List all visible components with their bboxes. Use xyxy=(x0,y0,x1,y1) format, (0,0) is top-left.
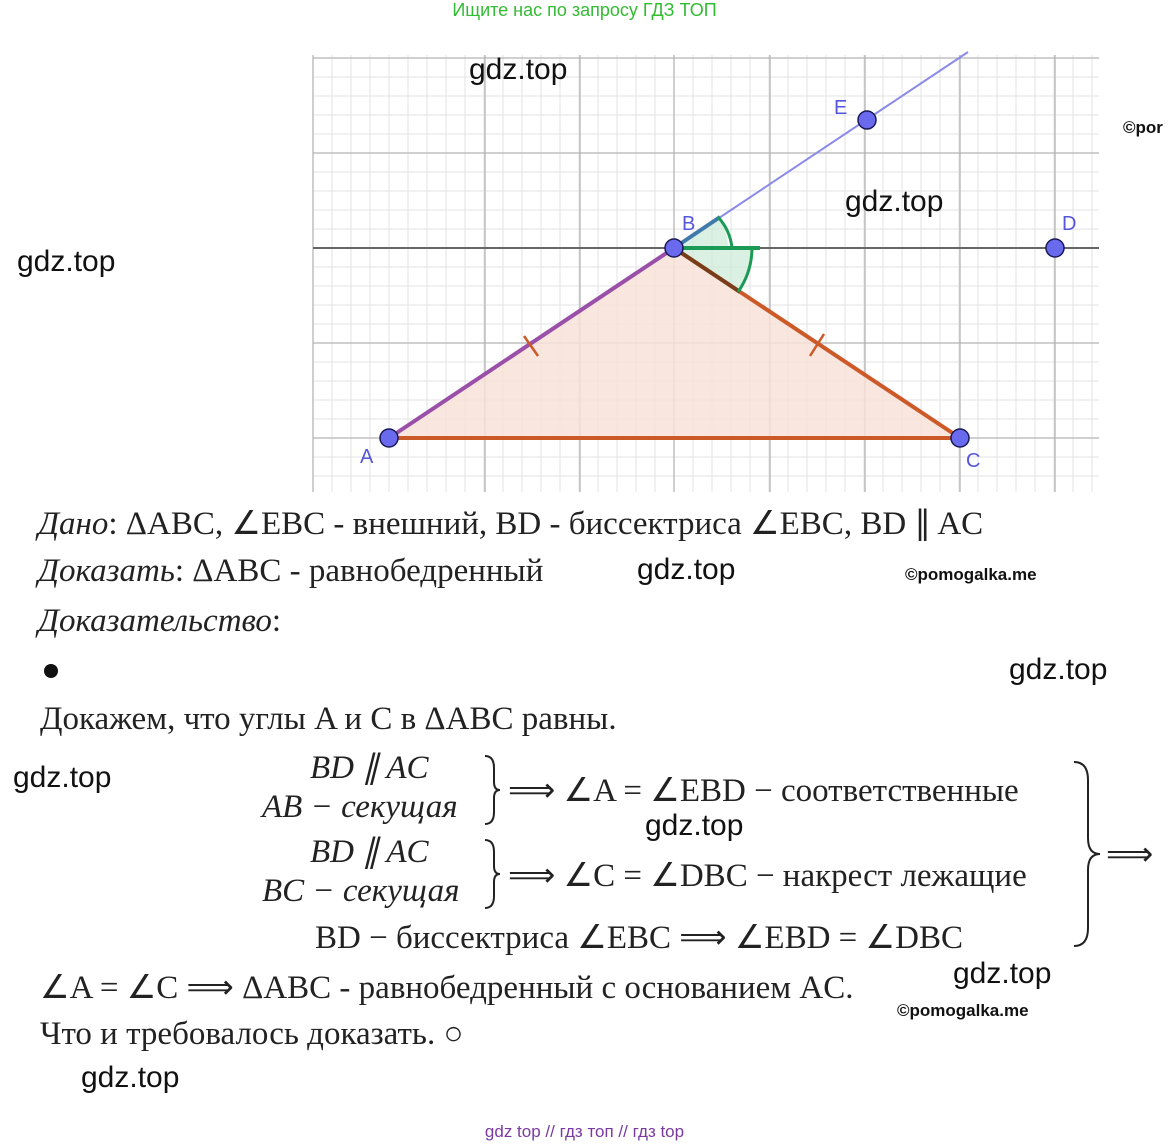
prove-line xyxy=(38,553,543,590)
brace-big xyxy=(1070,760,1104,948)
implies-arrow: ⟹ xyxy=(1106,837,1154,873)
copyright: ©pomogalka.me xyxy=(905,565,1037,584)
point-c xyxy=(951,429,969,447)
point-d xyxy=(1046,239,1064,257)
watermark: gdz.top xyxy=(1009,653,1108,686)
watermark: gdz.top xyxy=(953,957,1052,990)
top-banner: Ищите нас по запросу ГДЗ ТОП xyxy=(452,0,717,20)
bisector-line: BD − биссектриса ∠EBC ⟹ ∠EBD = ∠DBC xyxy=(315,920,963,956)
watermark: gdz.top xyxy=(17,245,116,278)
brace-sys1 xyxy=(482,754,502,826)
given-text: : ΔABC, ∠EBC - внешний, BD - биссектриса ∠EBC, BD ∥ AC xyxy=(108,506,984,542)
watermark: gdz.top xyxy=(637,553,736,586)
sys2-result: ⟹ ∠C = ∠DBC − накрест лежащие xyxy=(508,858,1027,894)
qed-line: Что и требовалось доказать. ○ xyxy=(40,1016,464,1052)
sys2-line2: BC − секущая xyxy=(262,873,460,909)
point-a xyxy=(380,429,398,447)
given-label: Дано xyxy=(38,506,109,542)
given-line xyxy=(38,503,983,543)
prove-text: : ΔABC - равнобедренный xyxy=(174,553,544,589)
footer-links: gdz top // гдз топ // гдз top xyxy=(484,1122,685,1141)
brace-sys2 xyxy=(482,838,502,910)
geometry-figure xyxy=(0,0,1169,500)
sys1-line2: AB − секущая xyxy=(262,789,458,825)
proof-label: Доказательство xyxy=(38,603,272,639)
label-e: E xyxy=(834,97,848,119)
sys2-line1: BD ∥ AC xyxy=(310,834,429,870)
watermark: gdz.top xyxy=(469,53,568,86)
watermark: gdz.top xyxy=(81,1061,180,1094)
proof-colon: : xyxy=(271,603,282,639)
label-c: C xyxy=(966,450,981,472)
watermark: gdz.top xyxy=(845,185,944,218)
label-a: A xyxy=(360,446,374,468)
label-d: D xyxy=(1062,213,1077,235)
bullet xyxy=(44,664,58,678)
sys1-result: ⟹ ∠A = ∠EBD − соответственные xyxy=(508,773,1019,809)
conclusion: ∠A = ∠C ⟹ ΔABC - равнобедренный с основанием AC. xyxy=(40,970,854,1006)
watermark: gdz.top xyxy=(13,761,112,794)
watermark: gdz.top xyxy=(645,809,744,842)
copyright: ©pomogalka.me xyxy=(897,1001,1029,1020)
proof-heading xyxy=(38,603,281,640)
point-e xyxy=(858,111,876,129)
copyright-cut: ©por xyxy=(1123,118,1163,137)
prove-label: Доказать xyxy=(38,553,175,589)
label-b: B xyxy=(682,213,696,235)
point-b xyxy=(665,239,683,257)
proof-intro: Докажем, что углы A и C в ΔABC равны. xyxy=(40,701,617,737)
sys1-line1: BD ∥ AC xyxy=(310,750,429,786)
